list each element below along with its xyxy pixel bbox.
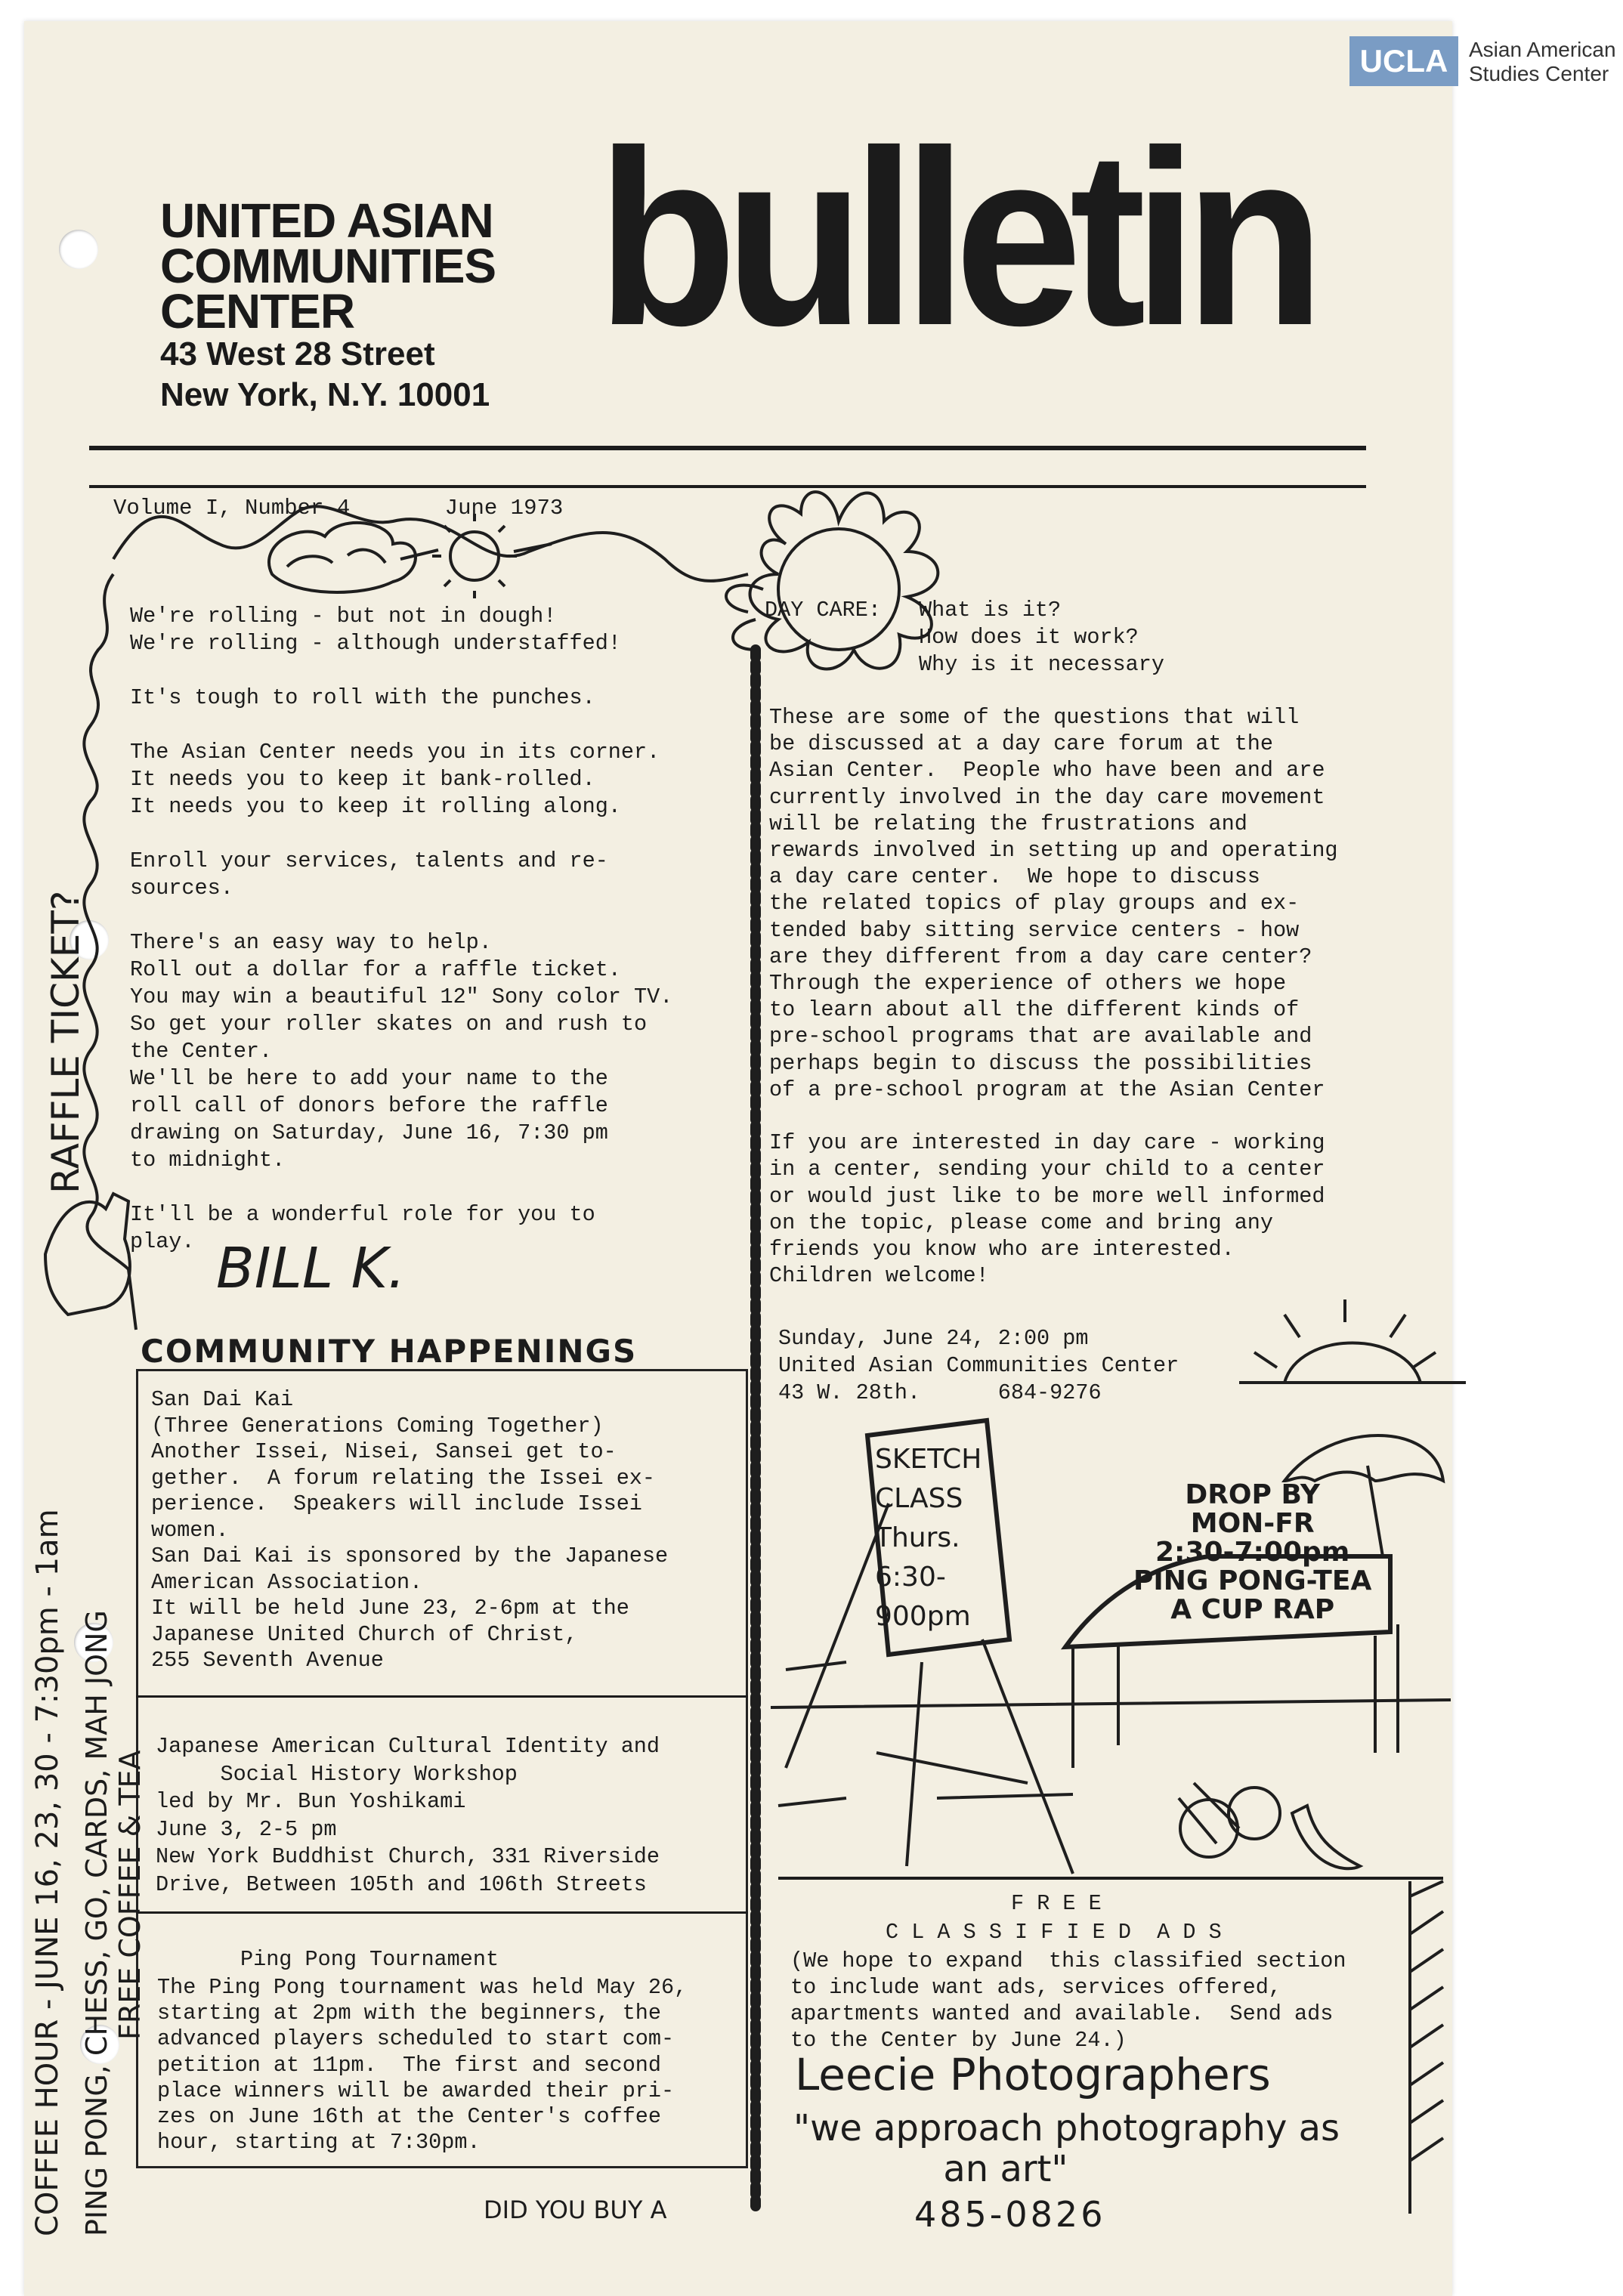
coffee-hour-label: COFFEE HOUR - JUNE 16, 23, 30 - 7:30pm - 1am [30, 1509, 65, 2236]
ad-slogan: "we approach photography as an art" [793, 2107, 1340, 2190]
community-happenings-title: COMMUNITY HAPPENINGS [141, 1333, 638, 1370]
street-address: 43 West 28 Street [160, 335, 435, 372]
classified-title-2: C L A S S I F I E D A D S [886, 1920, 1222, 1945]
ucla-logo: UCLA [1349, 36, 1458, 86]
org-name-line3: CENTER [160, 284, 355, 338]
classified-title-1: F R E E [1011, 1891, 1102, 1916]
ad-business-name: Leecie Photographers [795, 2049, 1271, 2100]
classified-intro: (We hope to expand this classified section to include want ads, services offered, apartments wanted and available. Send ads to the Center by June 24.) [790, 1948, 1346, 2053]
workshop-item: Japanese American Cultural Identity and Social History Workshop led by Mr. Bun Yoshikami June 3, 2-5 pm New York Buddhist Church, 331 Riverside Drive, Between 105th and 106th Streets [156, 1734, 660, 1897]
daycare-article: These are some of the questions that will be discussed at a day care forum at the Asian Center. People who have been and are currently involved in the day care movement will be relating the frustrations and rewards involved in setting up and operating a day care center. We hope to discuss the related topics of play groups and ex- tended baby sitting service centers - how are they different from a day care center? Through the experience of others we hope to learn about all the different kinds of pre-school programs that are available and perhaps begin to discuss the possibilities of a pre-school program at the Asian Center If you are interested in day care - working in a center, sending your child to a center or would just like to be more well informed on the topic, please come and bring any friends you know who are interested. Children welcome! [769, 705, 1338, 1289]
issue-date: June 1973 [444, 496, 564, 521]
san-dai-kai-item: San Dai Kai (Three Generations Coming Together) Another Issei, Nisei, Sansei get to- gether. A forum relating the Issei ex- perience. Speakers will include Issei women. San Dai Kai is sponsored by the Japanese American Association. It will be held June 23, 2-6pm at the Japanese United Church of Christ, 255 Seventh Avenue [151, 1387, 669, 1673]
footer-scrawl: DID YOU BUY A [484, 2196, 667, 2224]
org-name-line1: UNITED ASIAN [160, 193, 493, 248]
ping-pong-title: Ping Pong Tournament [240, 1947, 499, 1972]
ad-phone: 485-0826 [914, 2194, 1106, 2235]
sketch-class-sign: SKETCH CLASS Thurs. 6:30- 900pm [875, 1444, 982, 1632]
daycare-label: DAY CARE: [765, 598, 881, 623]
volume-number: Volume I, Number 4 [113, 496, 351, 521]
signature: BILL K. [216, 1236, 406, 1301]
drop-by-sign: DROP BY MON-FR 2:30-7:00pm PING PONG-TEA A CUP RAP [1133, 1479, 1372, 1625]
community-divider [136, 1695, 748, 1698]
ping-pong-item: The Ping Pong tournament was held May 26, starting at 2pm with the beginners, the advanced players scheduled to start com- petition at 11pm. The first and second place winners will be awarded their pri- zes on June 16th at the Center's coffee hour, starting at 7:30pm. [157, 1975, 688, 2155]
classified-top-rule [778, 1877, 1443, 1880]
daycare-questions: What is it? How does it work? Why is it necessary [919, 598, 1164, 677]
raffle-ticket-side-label: RAFFLE TICKET? [44, 890, 88, 1194]
free-coffee-label: FREE COFFEE & TEA [113, 1750, 147, 2040]
daycare-event-details: Sunday, June 24, 2:00 pm United Asian Communities Center 43 W. 28th. 684-9276 [778, 1326, 1179, 1405]
games-label: PING PONG, CHESS, GO, CARDS, MAH JONG [80, 1610, 113, 2236]
masthead-title: bulletin [597, 98, 1312, 377]
community-divider [136, 1911, 748, 1914]
org-name-line2: COMMUNITIES [160, 239, 496, 293]
city-address: New York, N.Y. 10001 [160, 376, 490, 413]
asian-american-studies-center-label: Asian American Studies Center [1469, 38, 1616, 85]
raffle-article: We're rolling - but not in dough! We're rolling - although understaffed! It's tough to roll with the punches. The Asian Center needs you in its corner. It needs you to keep it bank-rolled. It needs you to keep it rolling along. Enroll your services, talents and re- sources. There's an easy way to help. Roll out a dollar for a raffle ticket. You may win a beautiful 12" Sony color TV. So get your roller skates on and rush to the Center. We'll be here to add your name to the roll call of donors before the raffle drawing on Saturday, June 16, 7:30 pm to midnight. It'll be a wonderful role for you to play. [130, 604, 673, 1254]
